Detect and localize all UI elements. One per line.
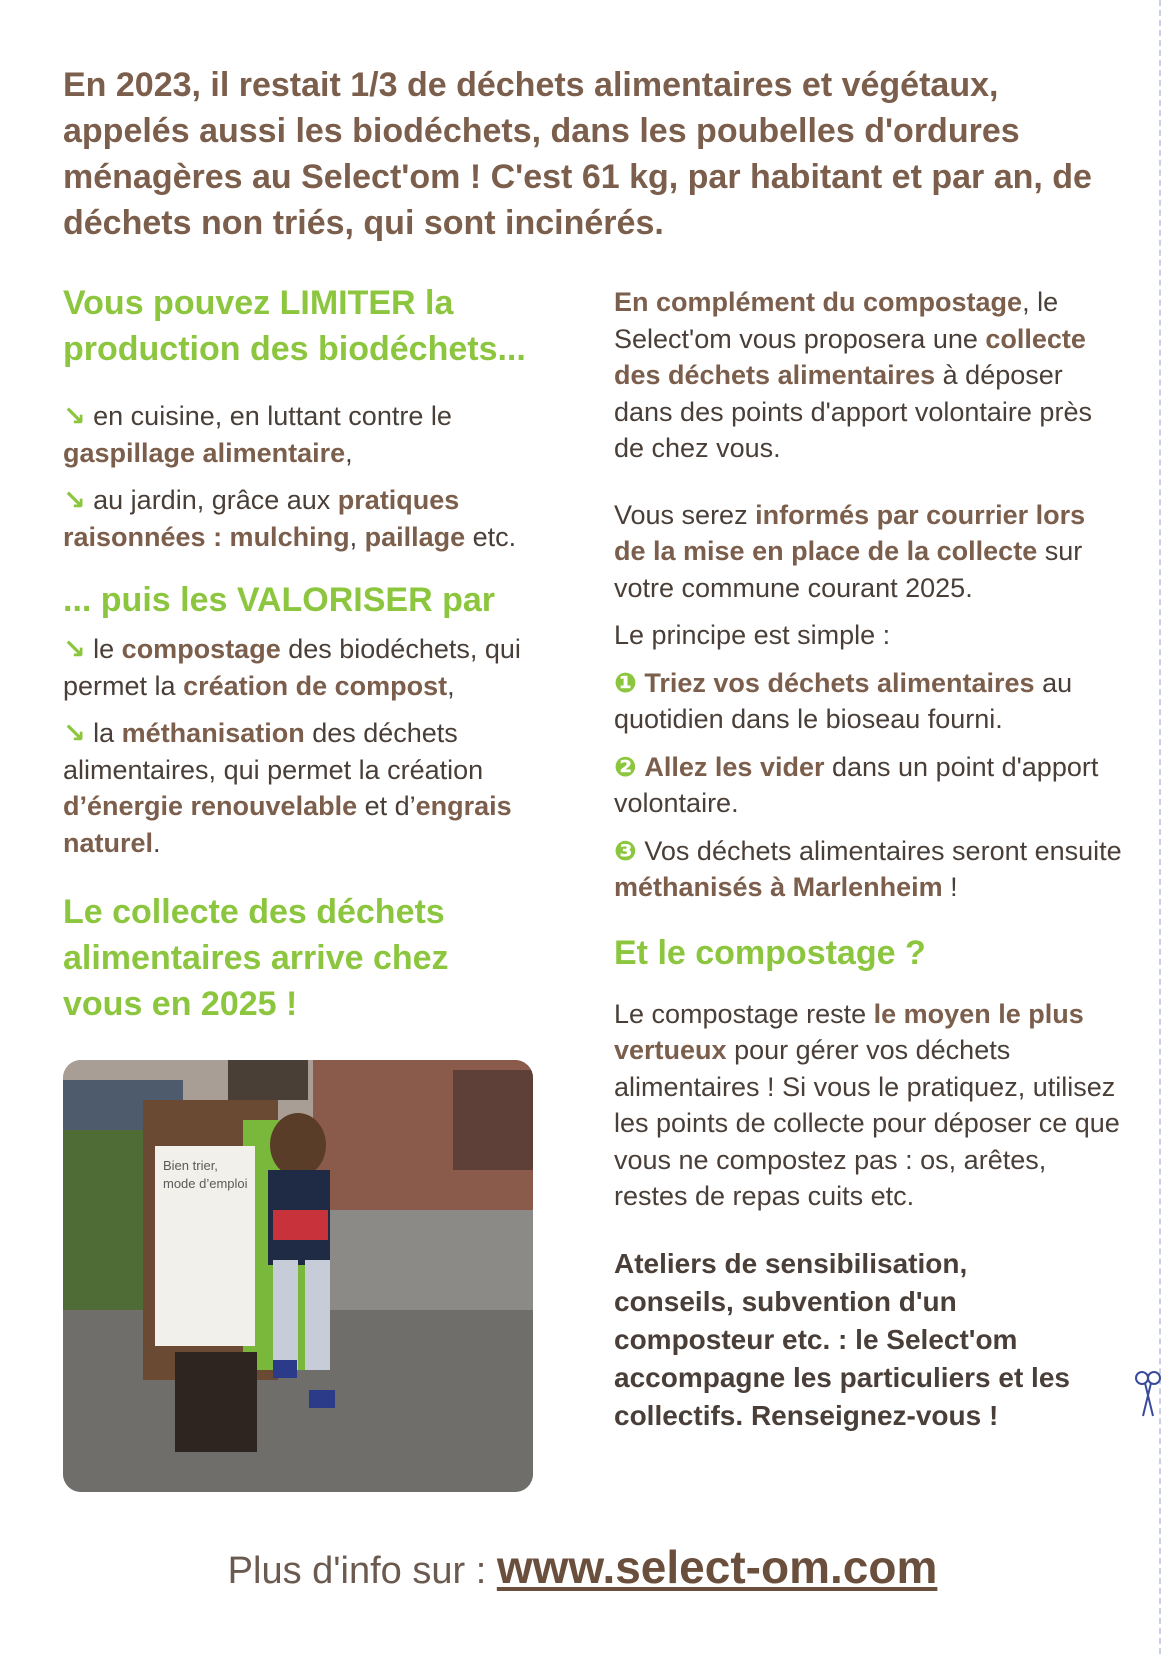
arrow-icon: ↘: [63, 634, 86, 664]
heading-compostage: Et le compostage ?: [614, 933, 926, 972]
website-link[interactable]: www.select-om.com: [496, 1541, 938, 1593]
photo-illustration: [63, 1060, 533, 1492]
footer-label: Plus d'info sur :: [227, 1550, 497, 1592]
number-2-icon: ❷: [614, 751, 637, 782]
step-2: ❷ Allez les vider dans un point d'apport volontaire.: [614, 751, 1099, 818]
bullet-cuisine: ↘ en cuisine, en luttant contre le gaspillage alimentaire,: [63, 401, 452, 468]
arrow-icon: ↘: [63, 718, 86, 748]
bullet-methanisation: ↘ la méthanisation des déchets alimentaires, qui permet la création d’énergie renouvelable et d’engrais naturel.: [63, 718, 512, 858]
bin-sign-line1: Bien trier,: [163, 1158, 218, 1173]
number-3-icon: ❸: [614, 835, 637, 866]
step-3: ❸ Vos déchets alimentaires seront ensuite méthanisés à Marlenheim !: [614, 835, 1122, 902]
paragraph-ateliers: Ateliers de sensibilisation, conseils, subvention d'un composteur etc. : le Select'om accompagne les particuliers et les collectifs. Renseignez-vous !: [614, 1247, 1070, 1431]
footer-info: [0, 1540, 1165, 1594]
paragraph-complement: En complément du compostage, le Select'om vous proposera une collecte des déchets alimentaires à déposer dans des points d'apport volontaire près de chez vous.: [614, 287, 1092, 463]
arrow-icon: ↘: [63, 401, 86, 431]
arrow-icon: ↘: [63, 485, 86, 515]
bullet-compostage: ↘ le compostage des biodéchets, qui permet la création de compost,: [63, 634, 521, 701]
paragraph-compostage: Le compostage reste le moyen le plus vertueux pour gérer vos déchets alimentaires ! Si vous le pratiquez, utilisez les points de collecte pour déposer ce que vous ne compostez pas : os, arêtes, restes de repas cuits etc.: [614, 998, 1120, 1211]
heading-collecte-2025: Le collecte des déchets alimentaires arrive chez vous en 2025 !: [63, 893, 449, 1023]
number-1-icon: ❶: [614, 667, 637, 698]
collection-bin-photo: [63, 1060, 533, 1492]
paragraph-courrier: Vous serez informés par courrier lors de la mise en place de la collecte sur votre commune courant 2025.: [614, 499, 1086, 603]
left-column: [63, 280, 583, 1027]
bullet-jardin: ↘ au jardin, grâce aux pratiques raisonnées : mulching, paillage etc.: [63, 485, 517, 552]
heading-limiter: Vous pouvez LIMITER la production des biodéchets...: [63, 284, 526, 368]
bin-sign-line2: mode d’emploi: [163, 1176, 248, 1191]
scissors-icon: [1133, 1370, 1163, 1420]
intro-paragraph: En 2023, il restait 1/3 de déchets alimentaires et végétaux, appelés aussi les biodéchets, dans les poubelles d'ordures ménagères au Select'om ! C'est 61 kg, par habitant et par an, de déchets non triés, qui sont incinérés.: [63, 66, 1092, 242]
step-1: ❶ Triez vos déchets alimentaires au quotidien dans le bioseau fourni.: [614, 667, 1073, 734]
heading-valoriser: ... puis les VALORISER par: [63, 581, 496, 619]
paragraph-principe: Le principe est simple :: [614, 620, 891, 650]
right-column: [614, 284, 1124, 1435]
